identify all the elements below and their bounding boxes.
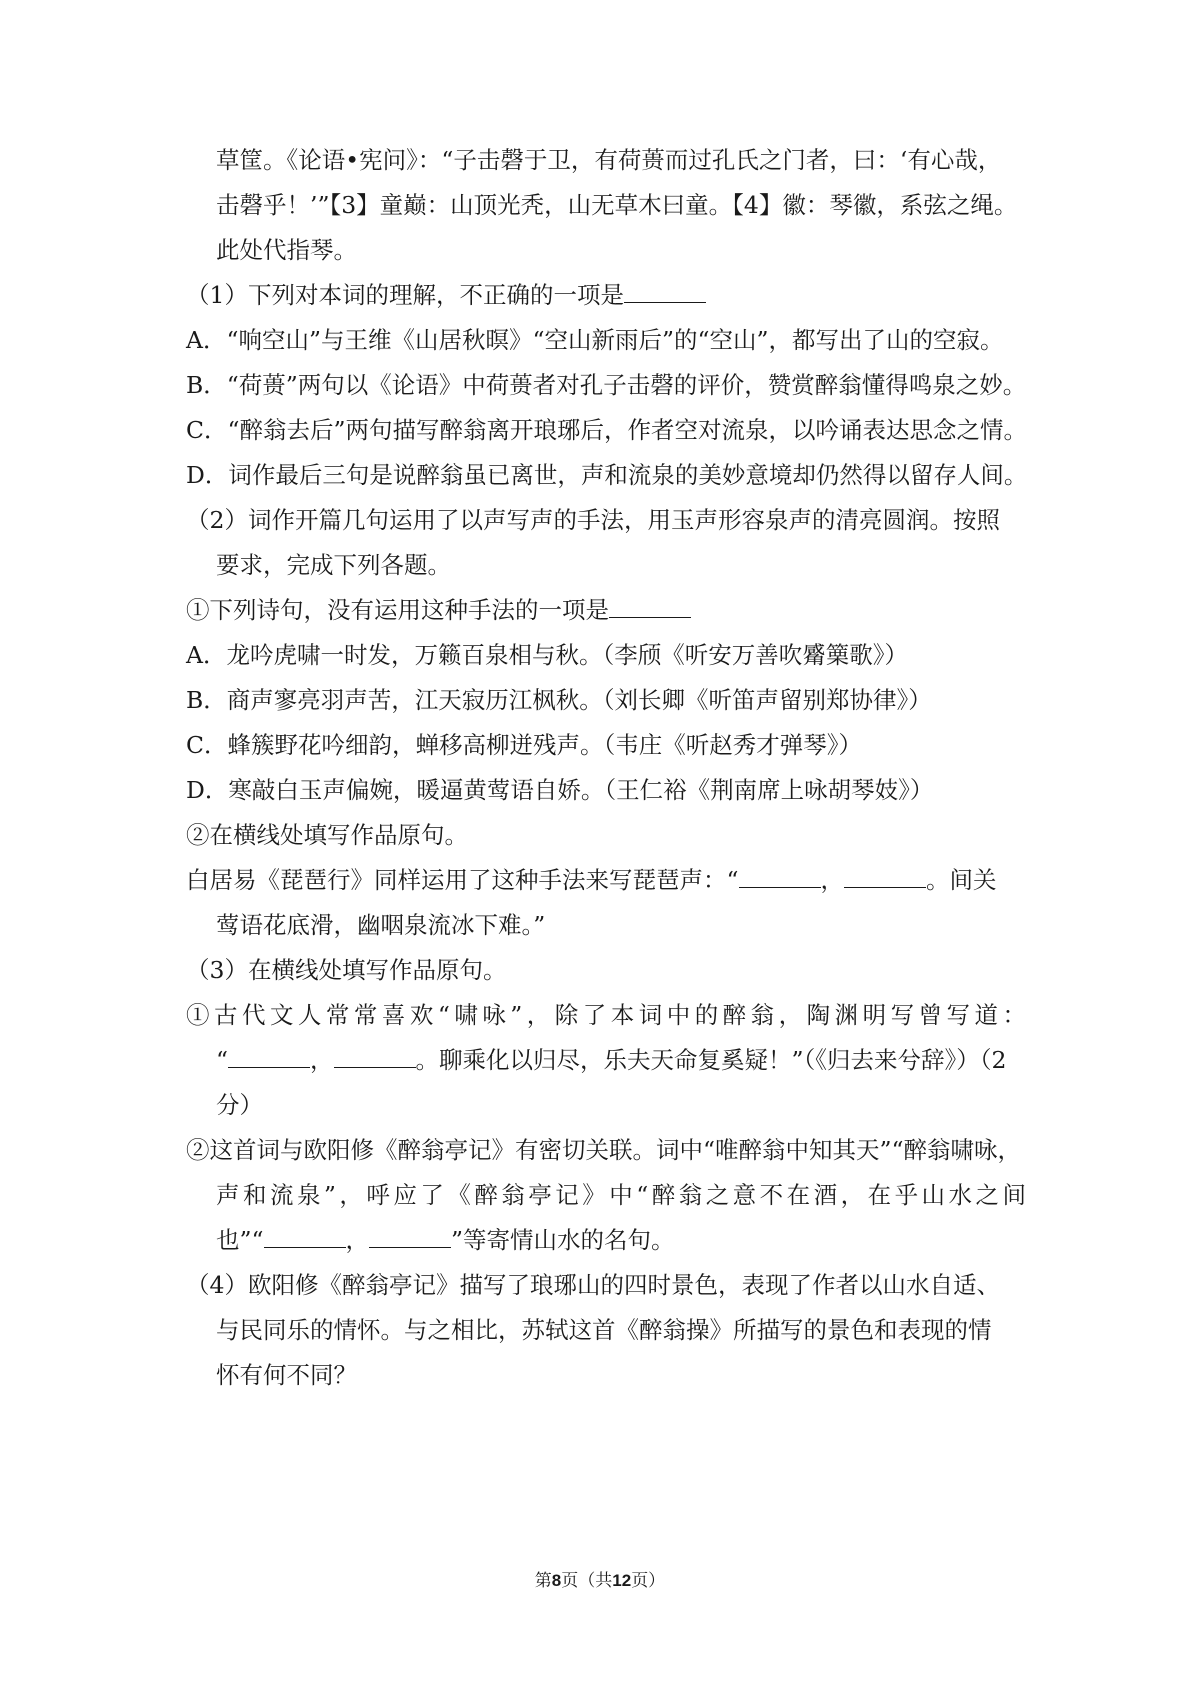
notes-line-3: 此处代指琴。 [216,236,357,264]
page-number: 8 [551,1571,562,1590]
fill-blank-1 [739,859,821,888]
q3-sub2-text-a: 也”“ [216,1226,264,1254]
answer-blank [609,589,691,618]
q2-option-b: B．商声寥亮羽声苦，江天寂历江枫秋。（刘长卿《听笛声留别郑协律》） [186,686,932,714]
page-footer [0,1566,1200,1591]
q3-sub1-line-1: ①古代文人常常喜欢“啸咏”，除了本词中的醉翁，陶渊明写曾写道： [186,1001,1026,1029]
q2-sub2-text-a: 白居易《琵琶行》同样运用了这种手法来写琵琶声：“ [186,866,739,894]
q3-sub2-line-3 [186,1218,1026,1263]
q3-sub1-text-c: 。聊乘化以归尽，乐夫天命复奚疑！”（《归去来兮辞》）（2 [415,1046,1007,1074]
fill-blank-1 [228,1039,310,1068]
fill-blank-2 [844,859,926,888]
q2-option-c: C．蜂簇野花吟细韵，蝉移高柳迸残声。（韦庄《听赵秀才弹琴》） [186,731,862,759]
total-pages: 12 [612,1571,632,1590]
q1-option-d: D．词作最后三句是说醉翁虽已离世，声和流泉的美妙意境却仍然得以留存人间。 [186,461,1028,489]
q2-stem-line-2: 要求，完成下列各题。 [216,551,451,579]
q3-sub2-text-b: ， [345,1226,370,1254]
q3-sub2-line-2: 声和流泉”，呼应了《醉翁亭记》中“醉翁之意不在酒，在乎山水之间 [216,1181,1026,1209]
q3-sub1-text-b: ， [310,1046,334,1074]
q1-stem [186,273,1026,318]
q4-line-2: 与民同乐的情怀。与之相比，苏轼这首《醉翁操》所描写的景色和表现的情 [216,1316,992,1344]
q2-sub1-stem [186,588,1026,633]
q3-sub1-text-a: “ [216,1046,229,1074]
q4-line-1: （4）欧阳修《醉翁亭记》描写了琅琊山的四时景色，表现了作者以山水自适、 [186,1271,1000,1299]
footer-mid: 页（共 [561,1571,613,1591]
q4-line-3: 怀有何不同？ [216,1361,357,1389]
q1-stem-text: （1）下列对本词的理解，不正确的一项是 [186,281,624,309]
q2-sub2-line-2: 莺语花底滑，幽咽泉流冰下难。” [216,911,546,939]
answer-blank [624,274,706,303]
fill-blank-2 [369,1219,451,1248]
notes-line-1: 草筐。《论语•宪问》：“子击磬于卫，有荷蒉而过孔氏之门者，曰：‘有心哉， [216,146,1002,174]
q2-sub2-line-1 [186,858,1026,903]
question-content [186,138,1026,1398]
fill-blank-1 [264,1219,346,1248]
q2-sub2-text-b: ， [820,866,845,894]
fill-blank-2 [334,1039,416,1068]
q2-stem-line-1: （2）词作开篇几句运用了以声写声的手法，用玉声形容泉声的清亮圆润。按照 [186,506,1000,534]
q3-sub1-line-2 [186,1038,1026,1083]
notes-line-2: 击磬乎！’”【3】童巅：山顶光秃，山无草木曰童。【4】徽：琴徽，系弦之绳。 [216,191,1018,219]
footer-suffix: 页） [631,1571,666,1591]
q2-sub1-stem-text: ①下列诗句，没有运用这种手法的一项是 [186,596,609,624]
q2-sub2-text-c: 。间关 [926,866,997,894]
q2-option-a: A．龙吟虎啸一时发，万籁百泉相与秋。（李颀《听安万善吹觱篥歌》） [186,641,908,669]
footer-prefix: 第 [534,1571,552,1591]
q3-sub2-line-1: ②这首词与欧阳修《醉翁亭记》有密切关联。词中“唯醉翁中知其天”“醉翁啸咏， [186,1136,1022,1164]
q3-sub1-line-3: 分） [216,1091,263,1119]
q1-option-b: B．“荷蒉”两句以《论语》中荷蒉者对孔子击磬的评价，赞赏醉翁懂得鸣泉之妙。 [186,371,1027,399]
q1-option-c: C．“醉翁去后”两句描写醉翁离开琅琊后，作者空对流泉，以吟诵表达思念之情。 [186,416,1028,444]
q2-option-d: D．寒敲白玉声偏婉，暖逼黄莺语自娇。（王仁裕《荆南席上咏胡琴妓》） [186,776,934,804]
q2-sub2-stem: ②在横线处填写作品原句。 [186,821,468,849]
q1-option-a: A．“响空山”与王维《山居秋暝》“空山新雨后”的“空山”，都写出了山的空寂。 [186,326,1004,354]
q3-sub2-text-c: ”等寄情山水的名句。 [451,1226,675,1254]
q3-stem: （3）在横线处填写作品原句。 [186,956,507,984]
